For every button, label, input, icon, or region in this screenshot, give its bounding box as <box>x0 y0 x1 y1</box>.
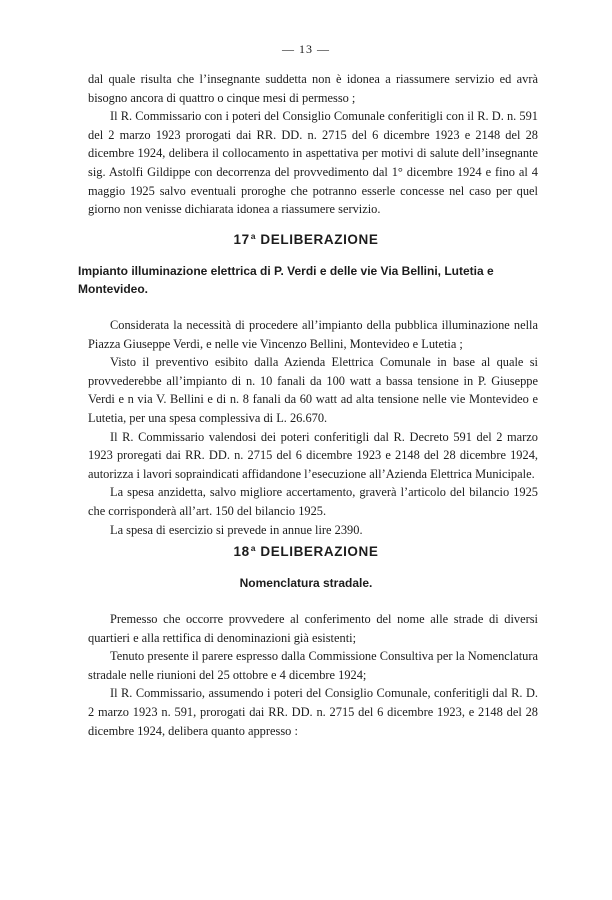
deliberation-18-paragraph-2: Tenuto presente il parere espresso dalla Commissione Consultiva per la Nomenclatura stradale nelle riunioni del 25 ottobre e 4 dicembre 1924; <box>88 649 538 682</box>
intro-paragraph-1: dal quale risulta che l’insegnante suddetta non è idonea a riassumere servizio ed avrà bisogno ancora di quattro o cinque mesi di permesso ; <box>88 72 538 105</box>
deliberation-17-body <box>88 316 538 539</box>
intro-paragraph-2: Il R. Commissario con i poteri del Consiglio Comunale conferitigli con il R. D. n. 591 del 2 marzo 1923 prorogati dai RR. DD. n. 2715 del 6 dicembre 1923 e 2148 del 28 dicembre 1924, delibera il collocamento in aspettativa per motivi di salute dell’insegnante sig. Astolfi Gildippe con decorrenza del provvedimento dal 1° dicembre 1924 e fino al 4 maggio 1925 salvo eventuali proroghe che potranno esserle concesse nel caso per quel giorno non venisse dichiarata idonea a riassumere servizio. <box>88 109 538 217</box>
deliberation-18-superscript: a <box>250 543 257 553</box>
deliberation-17-paragraph-5: La spesa di esercizio si prevede in annue lire 2390. <box>110 522 363 537</box>
deliberation-18-heading <box>0 543 612 559</box>
deliberation-17-number: 17 <box>233 232 250 247</box>
deliberation-18-number: 18 <box>233 544 250 559</box>
deliberation-17-paragraph-3: Il R. Commissario valendosi dei poteri conferitigli dal R. Decreto 591 del 2 marzo 1923 proregati dai RR. DD. n. 2715 del 6 dicembre 1923 e 2148 del 28 dicembre 1924, autorizza i lavori sopraindicati affidandone l’esecuzione all’Azienda Elettrica Municipale. <box>88 429 538 481</box>
deliberation-17-paragraph-4: La spesa anzidetta, salvo migliore accertamento, graverà l’articolo del bilancio 1925 che corrisponderà all’art. 150 del bilancio 1925. <box>88 485 538 518</box>
deliberation-17-paragraph-1: Considerata la necessità di procedere all’impianto della pubblica illuminazione nella Piazza Giuseppe Verdi, e nelle vie Vincenzo Bellini, Montevideo e Lutetia ; <box>88 318 538 351</box>
deliberation-18-paragraph-3: Il R. Commissario, assumendo i poteri del Consiglio Comunale, conferitigli dal R. D. 2 marzo 1923 n. 591, prorogati dai RR. DD. n. 2715 del 6 dicembre 1923, e 2148 del 28 dicembre 1924, delibera quanto appresso : <box>88 686 538 738</box>
deliberation-18-body <box>88 610 538 740</box>
deliberation-18-paragraph-1: Premesso che occorre provvedere al conferimento del nome alle strade di diversi quartieri e alla rettifica di denominazioni già esistenti; <box>88 612 538 645</box>
deliberation-18-title: DELIBERAZIONE <box>260 544 379 559</box>
deliberation-17-superscript: a <box>250 231 257 241</box>
deliberation-18-subject: Nomenclatura stradale. <box>239 576 373 590</box>
deliberation-17-subject: Impianto illuminazione elettrica di P. Verdi e delle vie Via Bellini, Lutetia e Montevideo. <box>78 264 494 296</box>
page-number: — 13 — <box>282 42 330 56</box>
deliberation-17-heading <box>0 231 612 247</box>
intro-section <box>88 70 538 219</box>
deliberation-17-paragraph-2: Visto il preventivo esibito dalla Azienda Elettrica Comunale in base al quale si provvederebbe all’impianto di n. 10 fanali da 100 watt a bassa tensione in P. Giuseppe Verdi e n via V. Bellini e di n. 8 fanali da 60 watt ad alta tensione nelle vie Montevideo e Lutetia, per una spesa complessiva di L. 26.670. <box>88 355 538 425</box>
deliberation-17-title: DELIBERAZIONE <box>260 232 379 247</box>
